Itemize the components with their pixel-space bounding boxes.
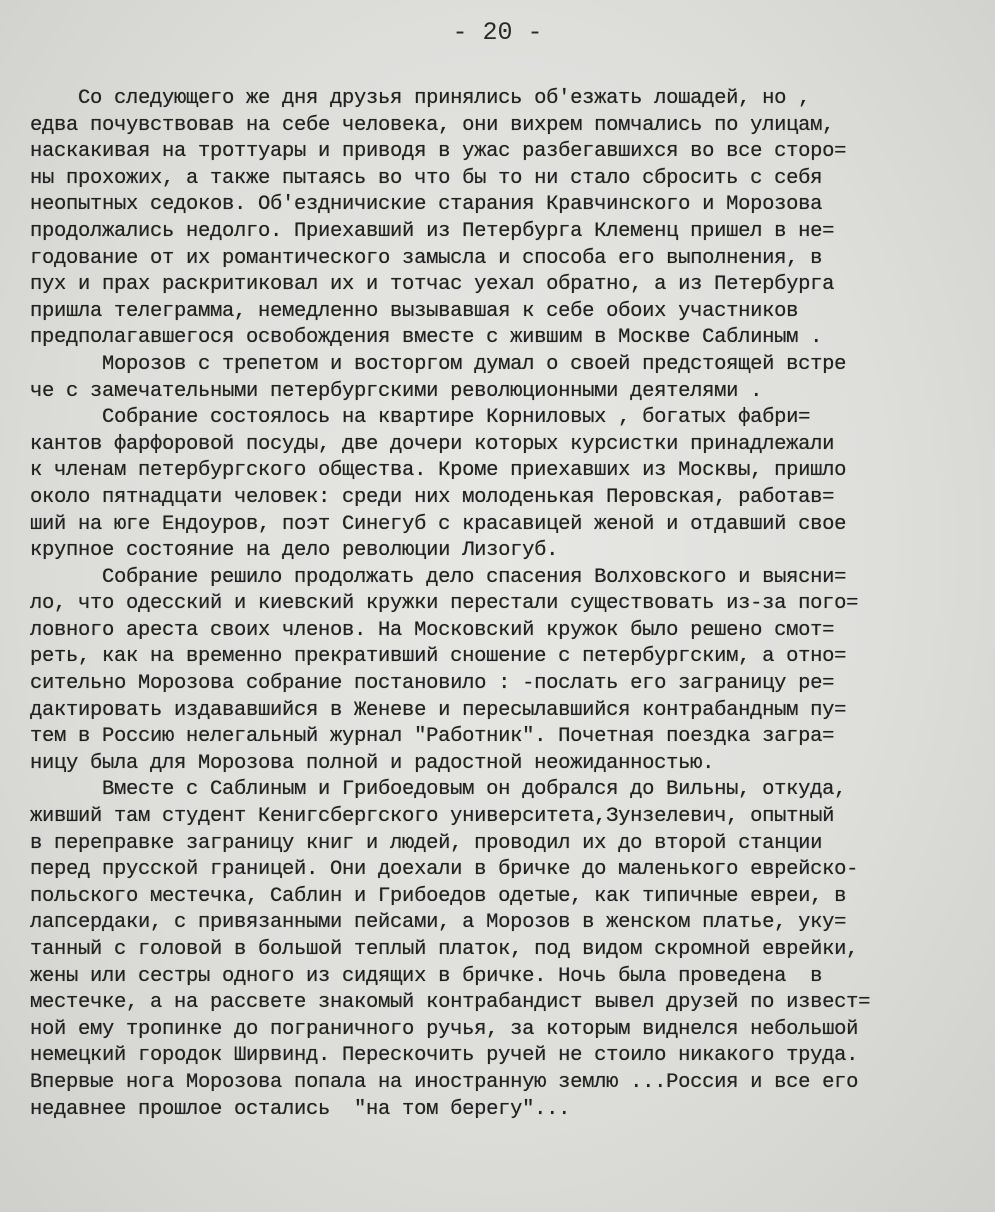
text-line: ло, что одесский и киевский кружки перестали существовать из-за пого=: [30, 592, 859, 616]
text-line: неопытных седоков. Об'ездничиские старания Кравчинского и Морозова: [30, 193, 823, 217]
text-line: дактировать издававшийся в Женеве и пересылавшийся контрабандным пу=: [30, 698, 847, 722]
text-line: жены или сестры одного из сидящих в бричке. Ночь была проведена в: [30, 964, 823, 988]
text-line: ший на юге Ендоуров, поэт Синегуб с красавицей женой и отдавший свое: [30, 512, 847, 536]
text-line: польского местечка, Саблин и Грибоедов одетые, как типичные евреи, в: [30, 884, 847, 908]
text-line: к членам петербургского общества. Кроме приехавших из Москвы, пришло: [30, 459, 847, 483]
document-body: [30, 86, 970, 1123]
text-line: живший там студент Кенигсбергского университета,Зунзелевич, опытный: [30, 805, 835, 829]
text-line: перед прусской границей. Они доехали в бричке до маленького еврейско-: [30, 858, 859, 882]
text-line: немецкий городок Ширвинд. Перескочить ручей не стоило никакого труда.: [30, 1044, 859, 1068]
text-line: ны прохожих, а также пытаясь во что бы то ни стало сбросить с себя: [30, 166, 823, 190]
text-line: крупное состояние на дело революции Лизогуб.: [30, 539, 559, 563]
text-line: около пятнадцати человек: среди них молоденькая Перовская, работав=: [30, 485, 835, 509]
text-line: наскакивая на троттуары и приводя в ужас разбегавшихся во все сторо=: [30, 140, 847, 164]
text-line: Морозов с трепетом и восторгом думал о своей предстоящей встре: [30, 352, 847, 376]
text-line: пришла телеграмма, немедленно вызывавшая к себе обоих участников: [30, 299, 799, 323]
text-line: предполагавшегося освобождения вместе с жившим в Москве Саблиным .: [30, 326, 823, 350]
text-line: Впервые нога Морозова попала на иностранную землю ...Россия и все его: [30, 1070, 859, 1094]
text-line: недавнее прошлое остались "на том берегу"...: [30, 1097, 571, 1121]
text-line: ной ему тропинке до пограничного ручья, за которым виднелся небольшой: [30, 1017, 859, 1041]
text-line: кантов фарфоровой посуды, две дочери которых курсистки принадлежали: [30, 432, 835, 456]
text-line: Собрание решило продолжать дело спасения Волховского и выясни=: [30, 565, 847, 589]
text-line: Вместе с Саблиным и Грибоедовым он добрался до Вильны, откуда,: [30, 778, 847, 802]
text-line: танный с головой в большой теплый платок, под видом скромной еврейки,: [30, 938, 859, 961]
text-line: едва почувствовав на себе человека, они вихрем помчались по улицам,: [30, 113, 835, 137]
text-line: продолжались недолго. Приехавший из Петербурга Клеменц пришел в не=: [30, 219, 835, 243]
text-line: Со следующего же дня друзья принялись об'езжать лошадей, но ,: [30, 87, 811, 110]
text-line: че с замечательными петербургскими революционными деятелями .: [30, 379, 763, 403]
text-line: тем в Россию нелегальный журнал "Работник". Почетная поездка загра=: [30, 725, 835, 749]
text-line: местечке, а на рассвете знакомый контрабандист вывел друзей по извест=: [30, 991, 871, 1015]
text-line: пух и прах раскритиковал их и тотчас уехал обратно, а из Петербурга: [30, 273, 835, 297]
text-line: сительно Морозова собрание постановило : -послать его заграницу ре=: [30, 672, 835, 696]
text-line: ловного ареста своих членов. На Московский кружок было решено смот=: [30, 618, 835, 642]
text-line: в переправке заграницу книг и людей, проводил их до второй станции: [30, 831, 823, 855]
text-line: реть, как на временно прекративший сношение с петербургским, а отно=: [30, 645, 847, 669]
text-line: лапсердаки, с привязанными пейсами, а Морозов в женском платье, уку=: [30, 911, 847, 935]
text-line: годование от их романтического замысла и способа его выполнения, в: [30, 246, 823, 270]
text-line: ницу была для Морозова полной и радостной неожиданностью.: [30, 751, 715, 775]
page-number: - 20 -: [452, 18, 543, 47]
text-line: Собрание состоялось на квартире Корниловых , богатых фабри=: [30, 406, 811, 430]
